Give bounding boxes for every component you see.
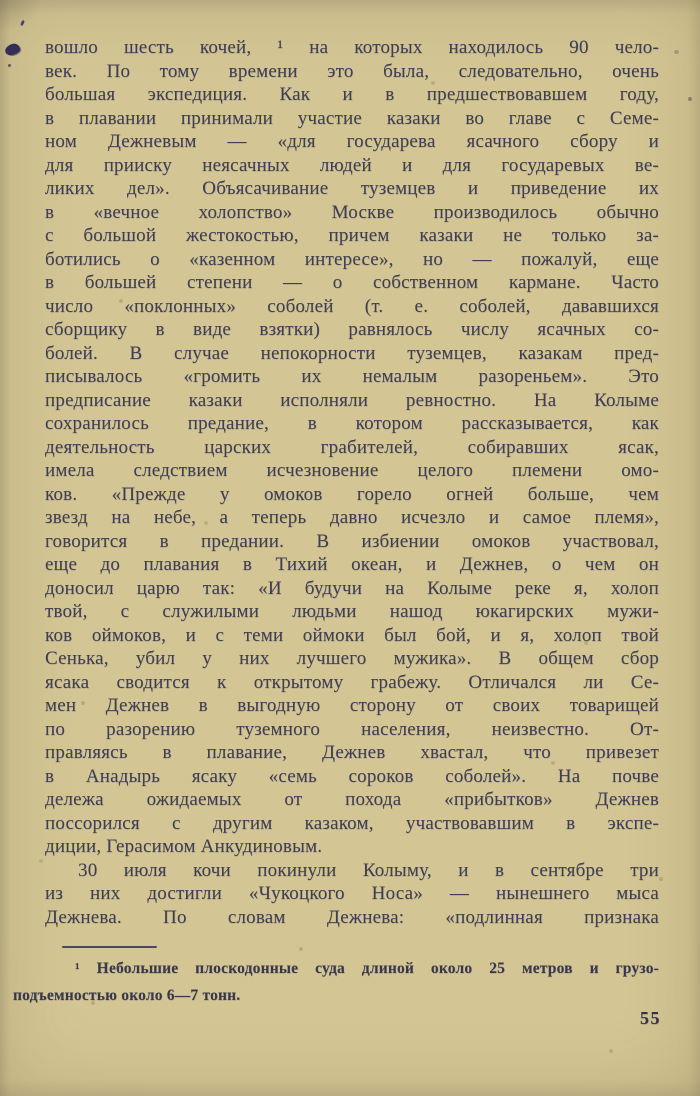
text-line: Сенька, убил у них лучшего мужика». В общем сбор — [45, 648, 659, 669]
text-line: мен Дежнев в выгодную сторону от своих товарищей — [45, 695, 659, 716]
text-line: ликих дел». Объясачивание туземцев и приведение их — [45, 178, 659, 199]
text-line: в «вечное холопство» Москве производилось обычно — [45, 201, 659, 223]
text-line: по разорению туземного населения, неизвестно. От- — [45, 718, 659, 740]
text-line: с большой жестокостью, причем казаки не только за- — [45, 225, 659, 246]
text-line: диции, Герасимом Анкудиновым. — [45, 836, 323, 857]
text-line: век. По тому времени это была, следовательно, очень — [45, 60, 659, 82]
text-line: еще до плавания в Тихий океан, и Дежнев, о чем он — [45, 554, 659, 575]
text-line: ков оймоков, и с теми оймоки был бой, и я, холоп твой — [45, 624, 659, 646]
text-line: в Анадырь ясаку «семь сороков соболей». На почве — [45, 765, 659, 787]
text-line: ботились о «казенном интересе», но — пожалуй, еще — [45, 248, 659, 270]
text-line: в большей степени — о собственном кармане. Часто — [45, 272, 659, 293]
text-line: число «поклонных» соболей (т. е. соболей, дававшихся — [45, 295, 659, 317]
text-line: дележа ожидаемых от похода «прибытков» Дежнев — [45, 789, 659, 810]
text-line: ясака сводится к открытому грабежу. Отличался ли Се- — [45, 671, 659, 693]
text-line: говорится в предании. В избиении омоков участвовал, — [45, 530, 659, 552]
footnote — [13, 956, 659, 1009]
text-line: ков. «Прежде у омоков горело огней больше, чем — [45, 483, 659, 505]
text-line: твой, с служилыми людьми нашод юкагирских мужи- — [45, 601, 659, 622]
text-line: имела следствием исчезновение целого племени омо- — [45, 460, 659, 481]
text-line: писывалось «громить их немалым разореньем». Это — [45, 366, 659, 387]
text-line: деятельность царских грабителей, собиравших ясак, — [45, 436, 659, 458]
text-line: ¹ Небольшие плоскодонные суда длиной около 25 метров и грузо- — [75, 960, 659, 977]
footnote-rule — [62, 946, 157, 948]
body-text — [45, 36, 659, 929]
paper-smudge — [688, 97, 692, 101]
ink-speck — [8, 64, 11, 67]
text-line: для прииску неясачных людей и для государевых ве- — [45, 154, 659, 176]
page-number: 55 — [640, 1008, 661, 1028]
text-line: звезд на небе, а теперь давно исчезло и самое племя», — [45, 507, 659, 528]
text-line: поссорился с другим казаком, участвовавшим в экспе- — [45, 812, 659, 834]
text-line: болей. В случае непокорности туземцев, казакам пред- — [45, 342, 659, 364]
text-line: из них достигли «Чукоцкого Носа» — нынешнего мыса — [45, 883, 659, 904]
ink-blot — [4, 42, 21, 56]
paper-smudge — [674, 50, 679, 54]
text-line: 30 июля кочи покинули Колыму, и в сентябре три — [78, 859, 659, 881]
text-line: правляясь в плавание, Дежнев хвастал, что привезет — [45, 742, 659, 763]
text-line: предписание казаки исполняли ревностно. На Колыме — [45, 389, 659, 411]
text-line: Дежнева. По словам Дежнева: «подлинная признака — [45, 906, 659, 928]
text-line: доносил царю так: «И будучи на Колыме реке я, холоп — [45, 577, 659, 599]
text-line: сборщику в виде взятки) равнялось числу ясачных со- — [45, 319, 659, 340]
ink-speck — [20, 20, 25, 27]
text-line: большая экспедиция. Как и в предшествовавшем году, — [45, 84, 659, 105]
text-line: в плавании принимали участие казаки во главе с Семе- — [45, 107, 659, 129]
text-line: подъемностью около 6—7 тонн. — [13, 986, 241, 1004]
text-line: ном Дежневым — «для государева ясачного сбору и — [45, 131, 659, 152]
text-line: сохранилось предание, в котором рассказывается, как — [45, 413, 659, 434]
paper-fibers — [0, 0, 2, 2]
text-line: вошло шесть кочей, ¹ на которых находилось 90 чело- — [45, 37, 659, 58]
